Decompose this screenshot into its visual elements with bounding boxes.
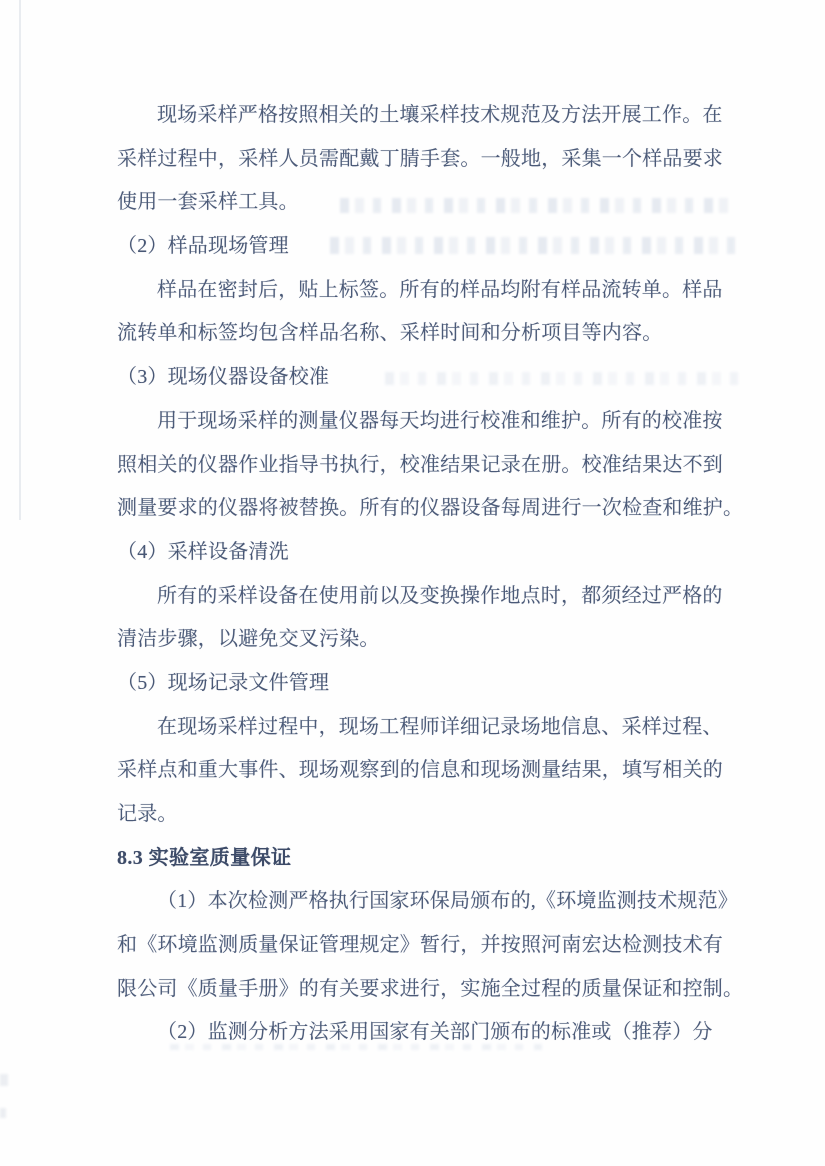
body-text-line: 和《环境监测质量保证管理规定》暂行，并按照河南宏达检测技术有 xyxy=(117,934,723,957)
body-text-line: 测量要求的仪器将被替换。所有的仪器设备每周进行一次检查和维护。 xyxy=(117,497,744,520)
scan-edge-mark xyxy=(0,1108,6,1118)
body-text-line: （1）本次检测严格执行国家环保局颁布的,《环境监测技术规范》 xyxy=(157,890,738,913)
body-text-line: （2）监测分析方法采用国家有关部门颁布的标准或（推荐）分 xyxy=(157,1021,713,1044)
body-text-line: 清洁步骤，以避免交叉污染。 xyxy=(117,628,380,651)
body-text-line: 用于现场采样的测量仪器每天均进行校准和维护。所有的校准按 xyxy=(157,409,723,432)
bleed-through-artifact xyxy=(340,198,732,213)
body-text-line: 记录。 xyxy=(117,803,178,825)
body-text-line: 现场采样严格按照相关的土壤采样技术规范及方法开展工作。在 xyxy=(157,104,723,126)
body-text-line: 限公司《质量手册》的有关要求进行，实施全过程的质量保证和控制。 xyxy=(117,977,744,1000)
body-text-line: 照相关的仪器作业指导书执行，校准结果记录在册。校准结果达不到 xyxy=(117,453,723,476)
body-text-line: 样品在密封后，贴上标签。所有的样品均附有样品流转单。样品 xyxy=(157,278,723,301)
body-text-line: 采样点和重大事件、现场观察到的信息和现场测量结果，填写相关的 xyxy=(117,759,723,782)
numbered-subheading: （2）样品现场管理 xyxy=(117,235,289,258)
numbered-subheading: （4）采样设备清洗 xyxy=(117,540,289,563)
bleed-through-artifact xyxy=(385,372,741,385)
body-text-line: 使用一套采样工具。 xyxy=(117,191,299,214)
body-text-line: 所有的采样设备在使用前以及变换操作地点时，都须经过严格的 xyxy=(157,584,723,607)
scan-edge-mark xyxy=(0,1074,8,1086)
section-heading: 8.3 实验室质量保证 xyxy=(117,846,292,869)
scan-edge-line xyxy=(19,0,21,520)
numbered-subheading: （3）现场仪器设备校准 xyxy=(117,366,330,389)
bleed-through-artifact xyxy=(170,1044,542,1050)
body-text-line: 流转单和标签均包含样品名称、采样时间和分析项目等内容。 xyxy=(117,322,663,345)
body-text-line: 在现场采样过程中，现场工程师详细记录场地信息、采样过程、 xyxy=(157,715,723,738)
bleed-through-artifact xyxy=(330,237,742,254)
numbered-subheading: （5）现场记录文件管理 xyxy=(117,671,330,694)
body-text-line: 采样过程中，采样人员需配戴丁腈手套。一般地，采集一个样品要求 xyxy=(117,147,723,170)
